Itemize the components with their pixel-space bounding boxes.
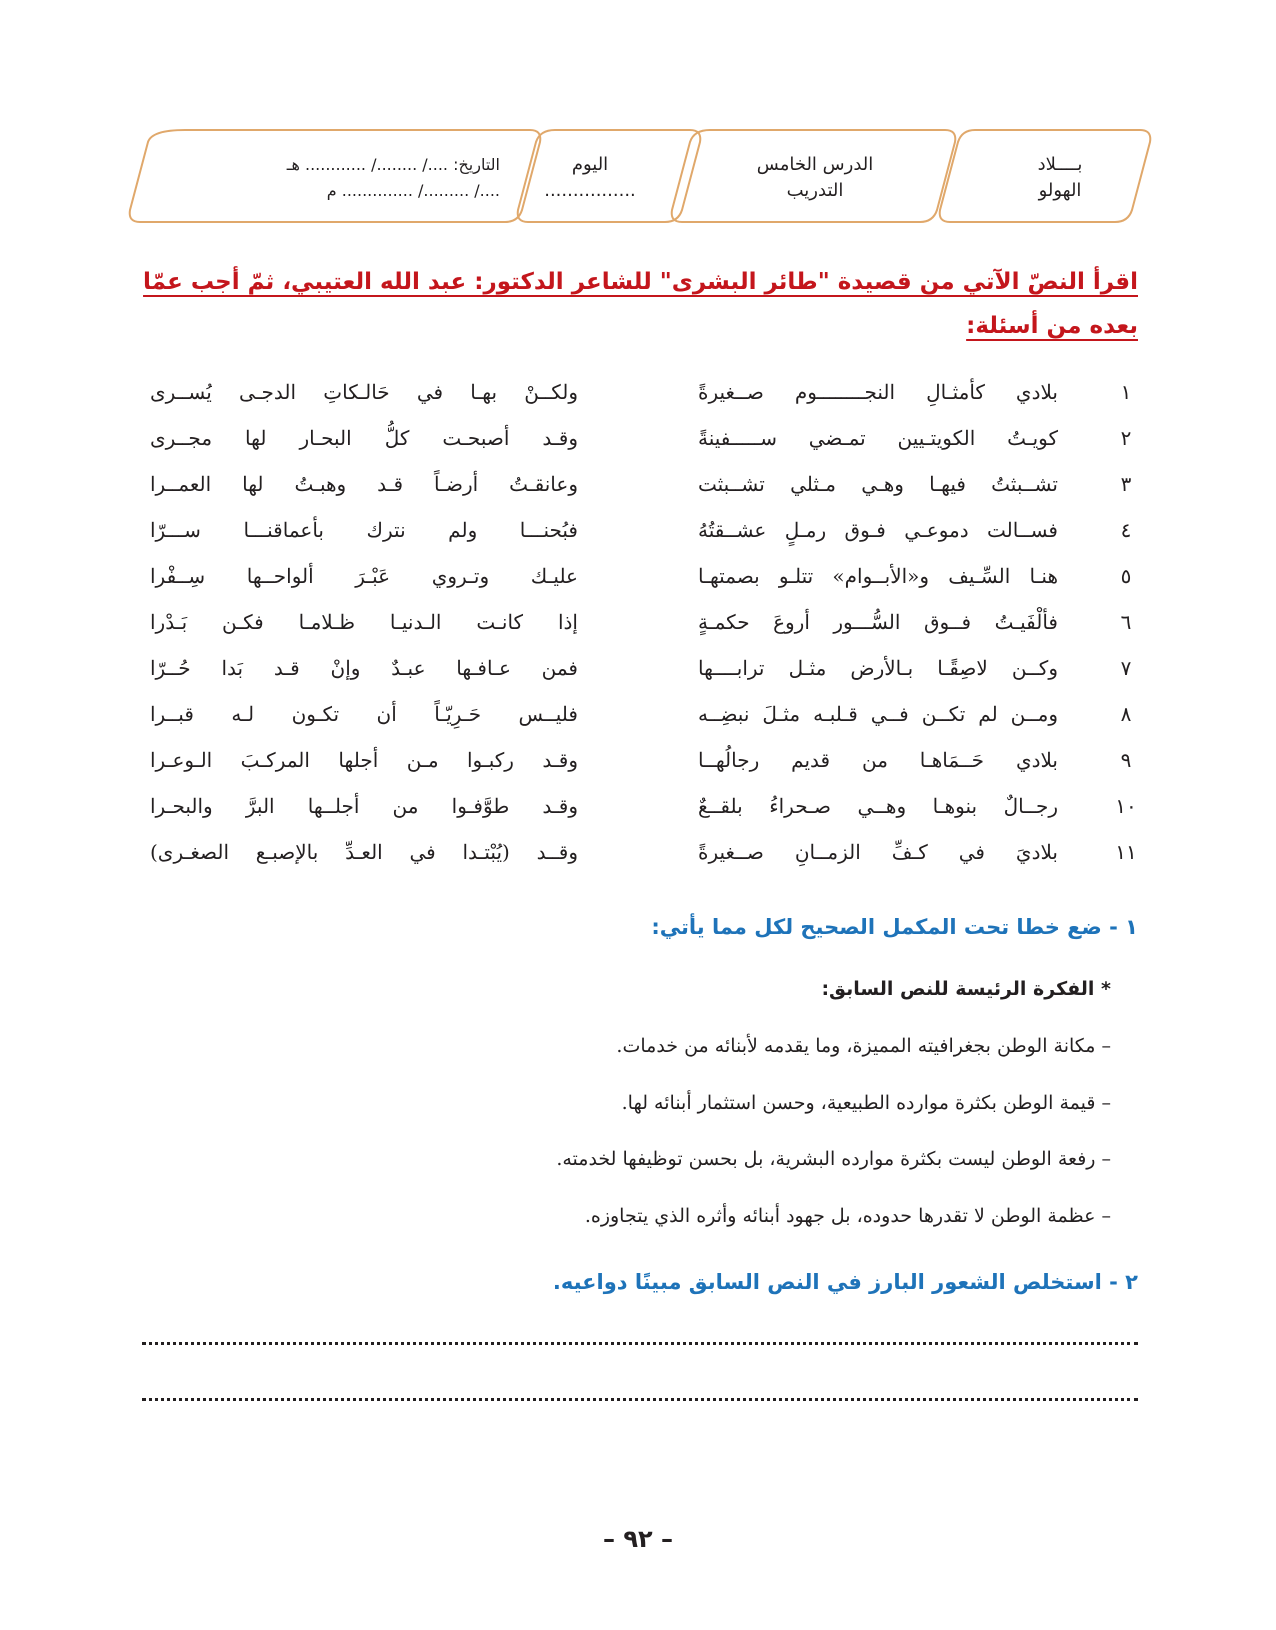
answer-line[interactable] (142, 1398, 1138, 1401)
date-gregorian-field[interactable]: ..../ ........./ .............. م (326, 181, 500, 200)
country-box-text (990, 152, 1130, 204)
verse-number: ١٠ (1115, 794, 1137, 818)
country-line2: الهولو (1038, 180, 1082, 201)
lesson-type: التدريب (786, 180, 844, 201)
verse-number: ٥ (1120, 564, 1132, 588)
verse-number: ٦ (1120, 610, 1132, 634)
poem-verse (138, 702, 1138, 748)
verse-first-half: فألْفَيـتُ فــوق السُّـــور أروعَ حكمـةٍ (698, 610, 1058, 634)
day-field[interactable]: ................ (544, 180, 636, 201)
poem-verse (138, 748, 1138, 794)
verse-second-half: وعانقـتُ أرضـاً قـد وهبـتُ لها العمــرا (150, 472, 578, 496)
day-label: اليوم (571, 154, 609, 175)
poem-verse (138, 610, 1138, 656)
verse-first-half: هنـا السِّـيف و«الأبــوام» تتلـو بصمتهـا (698, 564, 1058, 588)
verse-second-half: فبُحنـــا ولم نترك بأعماقنـــا ســـرّا (150, 518, 578, 542)
verse-number: ٢ (1120, 426, 1132, 450)
verse-second-half: ولكــنْ بهـا في حَالـكاتِ الدجـى يُســرى (150, 380, 578, 404)
answer-option[interactable]: – قيمة الوطن بكثرة موارده الطبيعية، وحسن استثمار أبنائه لها. (621, 1092, 1111, 1114)
verse-first-half: رجــالٌ بنوهـا وهــي صـحراءُ بلقــعٌ (698, 794, 1058, 818)
day-box-text (515, 152, 665, 204)
verse-first-half: فســالت دموعـي فـوق رمـلٍ عشــقتُهُ (698, 518, 1058, 542)
verse-number: ٩ (1120, 748, 1132, 772)
verse-second-half: فمن عـافـها عبـدٌ وإنْ قـد بَدا حُــرّا (150, 656, 578, 680)
answer-line[interactable] (142, 1342, 1138, 1345)
answer-option[interactable]: – عظمة الوطن لا تقدرها حدوده، بل جهود أبنائه وأثره الذي يتجاوزه. (584, 1205, 1111, 1227)
verse-second-half: وقـد ركبـوا مـن أجلها المركـبَ الـوعـرا (150, 748, 578, 772)
answer-option[interactable]: – مكانة الوطن بجغرافيته المميزة، وما يقدمه لأبنائه من خدمات. (616, 1035, 1111, 1057)
verse-first-half: وكــن لاصِقًـا بـالأرض مثـل ترابــــها (698, 656, 1058, 680)
lesson-title: الدرس الخامس (756, 154, 874, 175)
verse-first-half: تشــبثتُ فيهـا وهـي مـثلي تشــبثت (698, 472, 1058, 496)
poem-verse (138, 426, 1138, 472)
poem-verse (138, 380, 1138, 426)
verse-second-half: فليــس حَـرِيّـاً أن تكـون لـه قبــرا (150, 702, 578, 726)
country-line1: بــــلاد (1037, 154, 1083, 175)
date-box-text (150, 152, 500, 204)
poem-verse (138, 794, 1138, 840)
answer-option[interactable]: – رفعة الوطن ليست بكثرة موارده البشرية، بل بحسن توظيفها لخدمته. (556, 1148, 1111, 1170)
page-number: – ٩٢ – (602, 1525, 673, 1553)
question-1-subtitle: * الفكرة الرئيسة للنص السابق: (821, 978, 1111, 1000)
verse-number: ٤ (1120, 518, 1132, 542)
verse-number: ٨ (1120, 702, 1132, 726)
poem-verse (138, 472, 1138, 518)
verse-first-half: بلاديَ في كـفِّ الزمــانِ صــغيرةً (698, 840, 1058, 864)
poem-verse (138, 840, 1138, 886)
verse-first-half: ومــن لم تكــن فــي قـلبـه مثـلَ نبضِــه (698, 702, 1058, 726)
verse-second-half: وقـد طوَّفـوا من أجلــها البرَّ والبحـرا (150, 794, 578, 818)
verse-second-half: عليـك وتـروي عَبْـرَ ألواحــها سِــفْرا (150, 564, 578, 588)
verse-number: ٣ (1120, 472, 1132, 496)
verse-second-half: وقـد أصبحـت كلُّ البحـار لها مجــرى (150, 426, 578, 450)
verse-first-half: بلادي حَــمَاهـا من قديم رجالُهــا (698, 748, 1058, 772)
lesson-box-text (700, 152, 930, 204)
question-1-title: ١ - ضع خطا تحت المكمل الصحيح لكل مما يأتي: (651, 915, 1138, 939)
verse-second-half: وقــد (يُبْتـدا في العـدِّ بالإصبـع الصغـرى) (150, 840, 578, 864)
verse-first-half: كويـتُ الكويتـيين تمـضي ســـــفينةً (698, 426, 1058, 450)
date-hijri-field[interactable]: التاريخ: ..../ ......../ ............ هـ (286, 155, 500, 174)
verse-second-half: إذا كانـت الـدنيـا ظـلامـا فكـن بَـدْرا (150, 610, 578, 634)
poem-verse (138, 656, 1138, 702)
poem-verse (138, 564, 1138, 610)
verse-number: ١١ (1115, 840, 1137, 864)
question-2-title: ٢ - استخلص الشعور البارز في النص السابق مبينًا دواعيه. (552, 1270, 1138, 1294)
verse-number: ١ (1120, 380, 1132, 404)
poem (138, 380, 1138, 886)
header-frame (0, 0, 1276, 240)
poem-verse (138, 518, 1138, 564)
instruction-text: اقرأ النصّ الآتي من قصيدة "طائر البشرى" للشاعر الدكتور: عبد الله العتيبي، ثمّ أجب عمّا بعده من أسئلة: (143, 269, 1138, 339)
verse-number: ٧ (1120, 656, 1132, 680)
verse-first-half: بلادي كأمثـالِ النجــــــــوم صــغيرةً (698, 380, 1058, 404)
